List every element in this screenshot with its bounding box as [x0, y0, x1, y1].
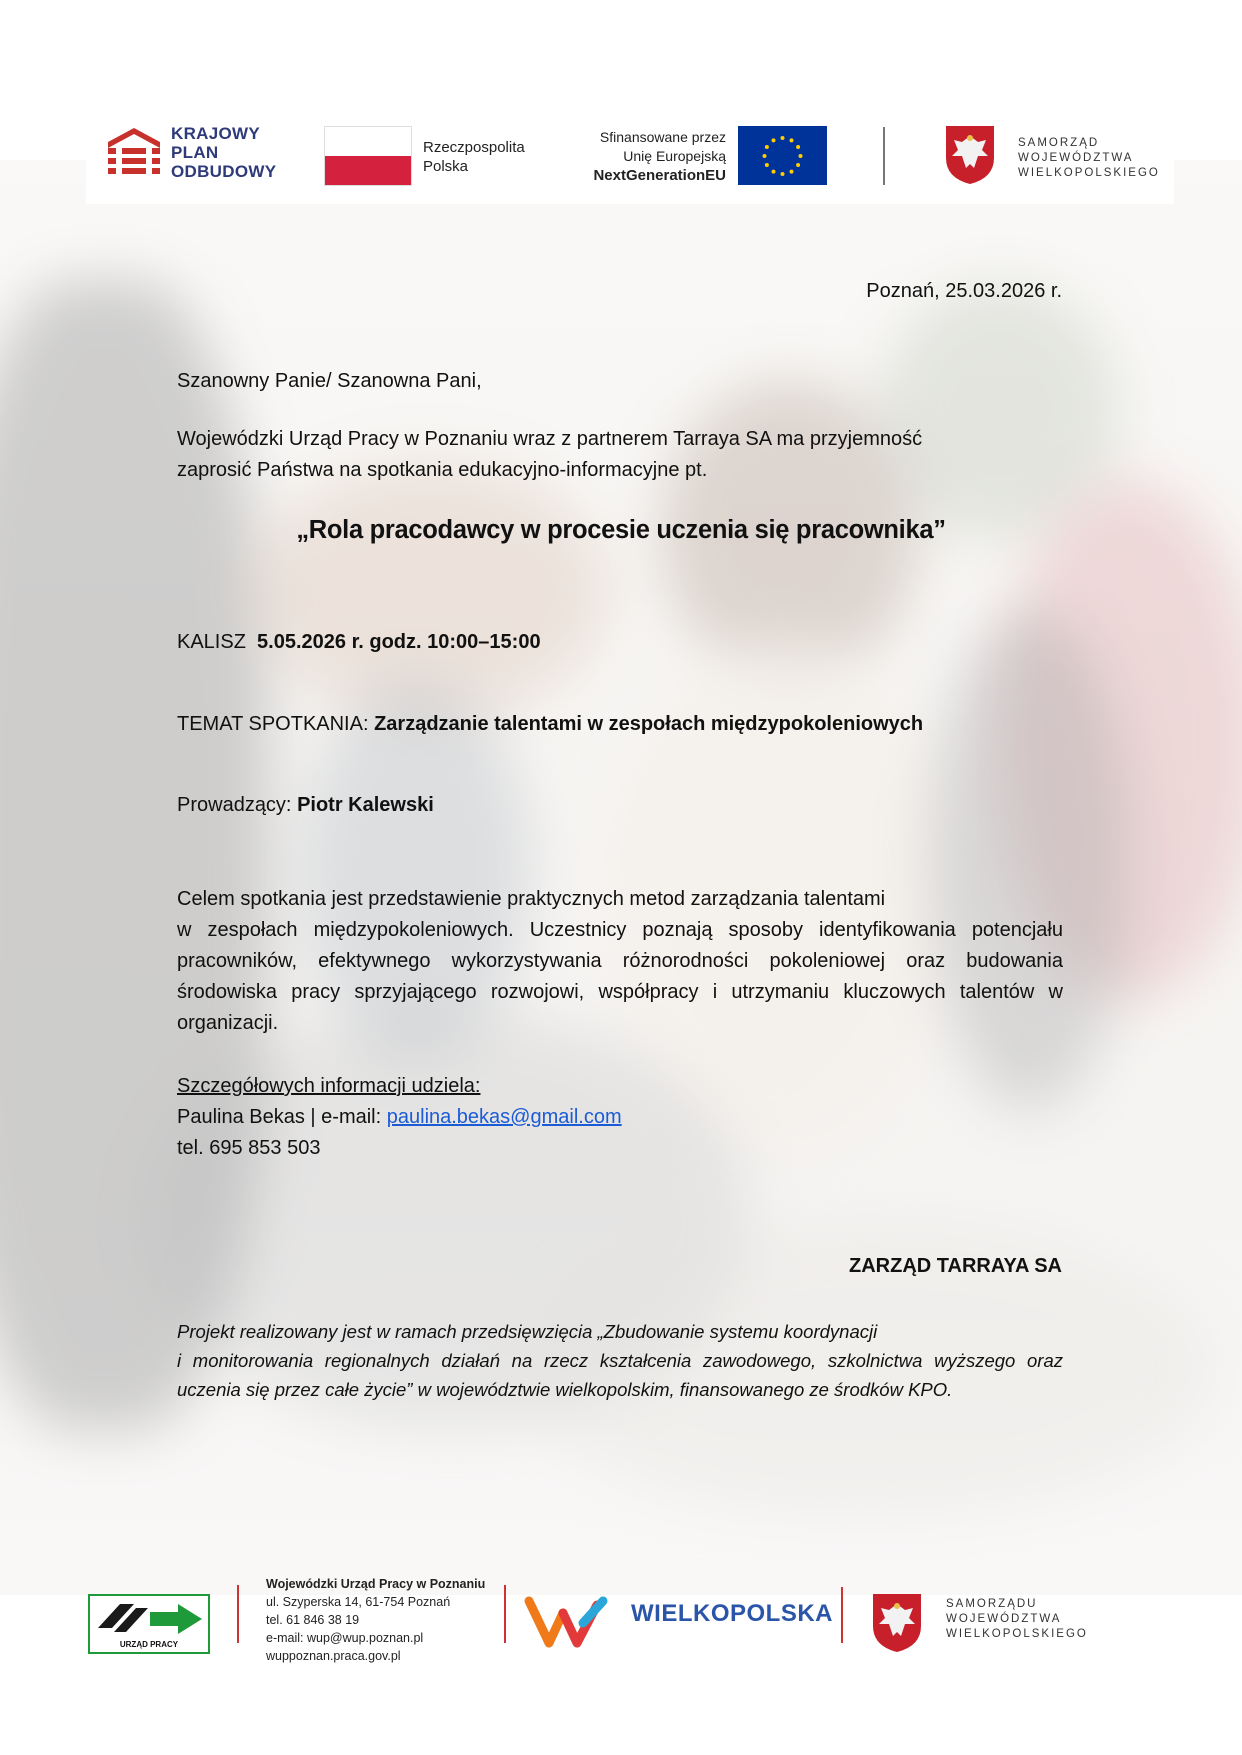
- kpo-logo-icon: [106, 126, 162, 182]
- meeting-datetime: 5.05.2026 r. godz. 10:00–15:00: [257, 631, 541, 653]
- contact-name: Paulina Bekas | e-mail:: [177, 1106, 387, 1128]
- wielkopolska-coat-of-arms-footer-icon: [871, 1592, 923, 1654]
- host-name: Piotr Kalewski: [297, 794, 434, 816]
- letter-date: Poznań, 25.03.2026 r.: [866, 280, 1062, 302]
- meeting-title: „Rola pracodawcy w procesie uczenia się pracownika”: [296, 516, 946, 544]
- project-note-rest: i monitorowania regionalnych działań na rzecz kształcenia zawodowego, szkolnictwa wyższego oraz uczenia się przez całe życie” w województwie wielkopolskim, finansowanego ze środków KPO.: [177, 1350, 1063, 1400]
- contact-phone: tel. 695 853 503: [177, 1137, 321, 1159]
- wielkopolska-brand-text: WIELKOPOLSKA: [631, 1600, 833, 1627]
- wielkopolska-brand-icon: [523, 1587, 619, 1649]
- wielkopolska-coat-of-arms-icon: [944, 124, 996, 186]
- eu-flag-icon: [738, 126, 827, 185]
- eu-funding-text: Sfinansowane przez Unię Europejską NextGenerationEU: [593, 129, 726, 184]
- info-heading: Szczegółowych informacji udziela:: [177, 1075, 481, 1097]
- intro-line-2: zaprosić Państwa na spotkania edukacyjno-informacyjne pt.: [177, 459, 708, 481]
- meeting-host: [177, 790, 434, 821]
- rp-logo-text: Rzeczpospolita Polska: [423, 139, 525, 175]
- samorzad-footer-text: SAMORZĄDU WOJEWÓDZTWA WIELKOPOLSKIEGO: [946, 1598, 1088, 1640]
- topic-value: Zarządzanie talentami w zespołach międzypokoleniowych: [374, 713, 924, 735]
- kpo-logo-text: KRAJOWY PLAN ODBUDOWY: [171, 124, 277, 181]
- intro-line-1: Wojewódzki Urząd Pracy w Poznaniu wraz z partnerem Tarraya SA ma przyjemność: [177, 428, 923, 450]
- office-name: Wojewódzki Urząd Pracy w Poznaniu: [266, 1577, 486, 1591]
- contact-email-link[interactable]: paulina.bekas@gmail.com: [386, 1106, 622, 1128]
- samorzad-header-text: SAMORZĄD WOJEWÓDZTWA WIELKOPOLSKIEGO: [1018, 137, 1160, 179]
- topic-label: TEMAT SPOTKANIA:: [177, 713, 375, 735]
- signature: ZARZĄD TARRAYA SA: [849, 1255, 1062, 1277]
- urzad-pracy-logo: [88, 1594, 210, 1654]
- footer-divider-2: [504, 1585, 506, 1643]
- footer-address: [266, 1575, 485, 1665]
- salutation: Szanowny Panie/ Szanowna Pani,: [177, 370, 482, 392]
- urzad-pracy-logo-icon: [94, 1598, 206, 1638]
- footer-divider-3: [841, 1587, 843, 1643]
- host-label: Prowadzący:: [177, 794, 298, 816]
- office-web: wuppoznan.praca.gov.pl: [266, 1649, 401, 1663]
- goal-paragraph: w zespołach międzypokoleniowych. Uczestnicy poznają sposoby identyfikowania potencjału pracowników, efektywnego wykorzystywania różnorodności pokoleniowej oraz budowania środowiska pracy sprzyjającego rozwojowi, współpracy i utrzymaniu kluczowych talentów w organizacji.: [177, 919, 1063, 1034]
- meeting-when: [177, 627, 541, 658]
- project-note: [177, 1317, 1063, 1404]
- header-divider: [883, 127, 885, 185]
- meeting-topic: [177, 709, 923, 740]
- office-email: e-mail: wup@wup.poznan.pl: [266, 1631, 424, 1645]
- project-note-line-1: Projekt realizowany jest w ramach przedsięwzięcia „Zbudowanie systemu koordynacji: [177, 1321, 878, 1342]
- office-address: ul. Szyperska 14, 61-754 Poznań: [266, 1595, 451, 1609]
- meeting-city: KALISZ: [177, 631, 246, 653]
- goal-line-1: Celem spotkania jest przedstawienie praktycznych metod zarządzania talentami: [177, 888, 886, 910]
- urzad-pracy-logo-label: URZĄD PRACY: [119, 1640, 179, 1649]
- office-phone: tel. 61 846 38 19: [266, 1613, 360, 1627]
- poland-flag-icon: [324, 126, 412, 186]
- footer-divider-1: [237, 1585, 239, 1643]
- contact-line: [177, 1102, 622, 1133]
